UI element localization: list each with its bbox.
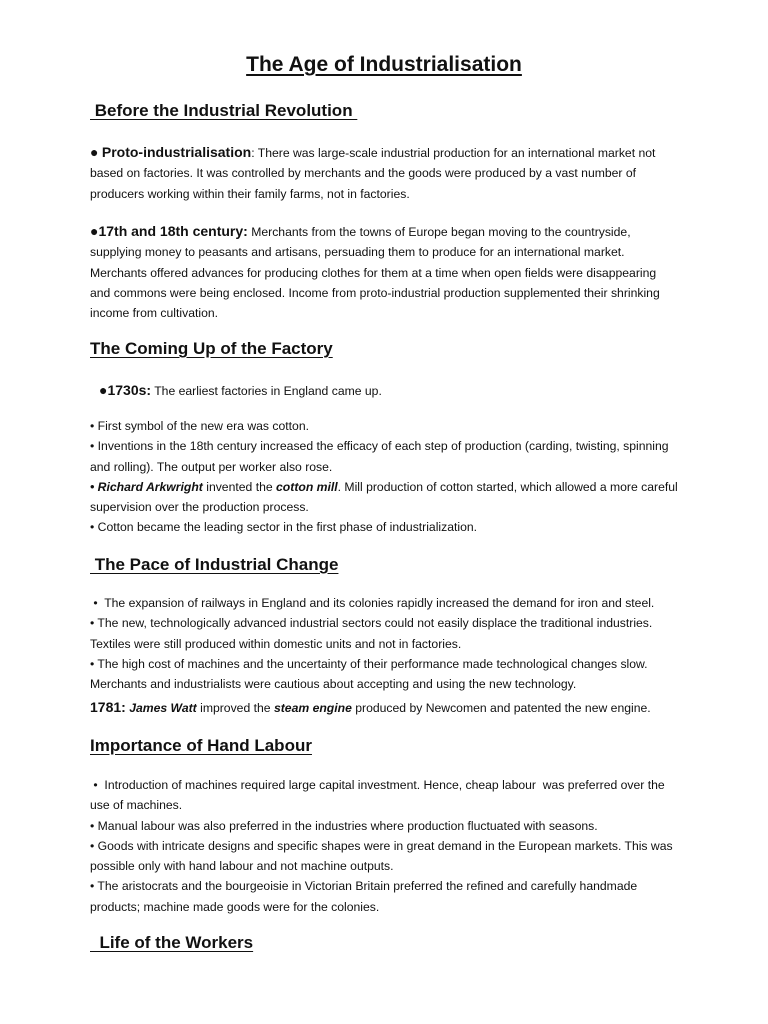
term-steam-engine: steam engine <box>273 701 352 715</box>
list-hand-labour <box>90 775 678 917</box>
arkwright-mid: invented the <box>202 479 277 494</box>
list-pace <box>90 593 685 694</box>
proto-industrialisation-text: : There was large-scale industrial production for an international market not based on factories. It was controlled by merchants and the goods were produced by a vast number of producers working within their family farms, not in factories. <box>90 146 656 201</box>
list-item <box>90 477 678 518</box>
heading-hand-labour: Importance of Hand Labour <box>90 736 312 755</box>
list-item: • Introduction of machines required large capital investment. Hence, cheap labour was preferred over the use of machines. <box>90 778 669 813</box>
document-title: The Age of Industrialisation <box>246 53 522 76</box>
list-item: • Cotton became the leading sector in the first phase of industrialization. <box>90 520 478 535</box>
century-text: Merchants from the towns of Europe began moving to the countryside, supplying money to peasants and artisans, persuading them to produce for an international market. Merchants offered advances for producing clothes for them at a time when open fields were disappearing and commons were being enclosed. Income from proto-industrial production supplemented their shrinking income from cultivation. <box>90 225 660 321</box>
arkwright-rest: . Mill production of cotton started, which allowed a more careful supervision over the production process. <box>90 479 678 515</box>
paragraph-1730s <box>99 380 687 401</box>
list-item: • The aristocrats and the bourgeoisie in Victorian Britain preferred the refined and carefully handmade products; machine made goods were for the colonies. <box>90 879 638 914</box>
list-item: • Goods with intricate designs and specific shapes were in great demand in the European markets. This was possible only with hand labour and not machine outputs. <box>90 838 673 874</box>
list-factory <box>90 416 678 538</box>
heading-life-of-workers: Life of the Workers <box>90 933 254 952</box>
list-item: • The expansion of railways in England and its colonies rapidly increased the demand for iron and steel. <box>90 596 655 610</box>
watt-mid: improved the <box>196 701 274 715</box>
term-1730s: ●1730s: <box>99 382 152 398</box>
term-richard-arkwright: • Richard Arkwright <box>90 479 203 494</box>
heading-pace-of-change: The Pace of Industrial Change <box>90 555 339 574</box>
heading-coming-of-factory: The Coming Up of the Factory <box>90 339 333 358</box>
1730s-text: The earliest factories in England came up. <box>151 384 382 398</box>
term-1781: 1781: <box>90 699 126 715</box>
list-item: • The new, technologically advanced industrial sectors could not easily displace the traditional industries. Textiles were still produced within domestic units and not in factories. <box>90 616 653 651</box>
term-17th-18th-century: ●17th and 18th century: <box>90 223 248 239</box>
list-item: • Manual labour was also preferred in the industries where production fluctuated with seasons. <box>90 818 598 833</box>
list-item: • Inventions in the 18th century increased the efficacy of each step of production (carding, twisting, spinning and rolling). The output per worker also rose. <box>90 439 669 474</box>
list-item: • First symbol of the new era was cotton. <box>90 419 309 433</box>
paragraph-1781 <box>90 697 690 718</box>
term-cotton-mill: cotton mill <box>276 479 338 494</box>
paragraph-17th-18th-century <box>90 221 678 323</box>
term-james-watt: James Watt <box>129 701 197 715</box>
list-item: • The high cost of machines and the uncertainty of their performance made technological changes slow. Merchants and industrialists were cautious about accepting and using the new technology. <box>90 656 648 692</box>
watt-rest: produced by Newcomen and patented the new engine. <box>351 701 651 715</box>
heading-before-revolution: Before the Industrial Revolution <box>90 101 358 120</box>
bullet-marker: ● <box>90 144 99 160</box>
paragraph-proto-industrialisation <box>90 142 678 204</box>
term-proto-industrialisation: Proto-industrialisation <box>101 144 252 160</box>
